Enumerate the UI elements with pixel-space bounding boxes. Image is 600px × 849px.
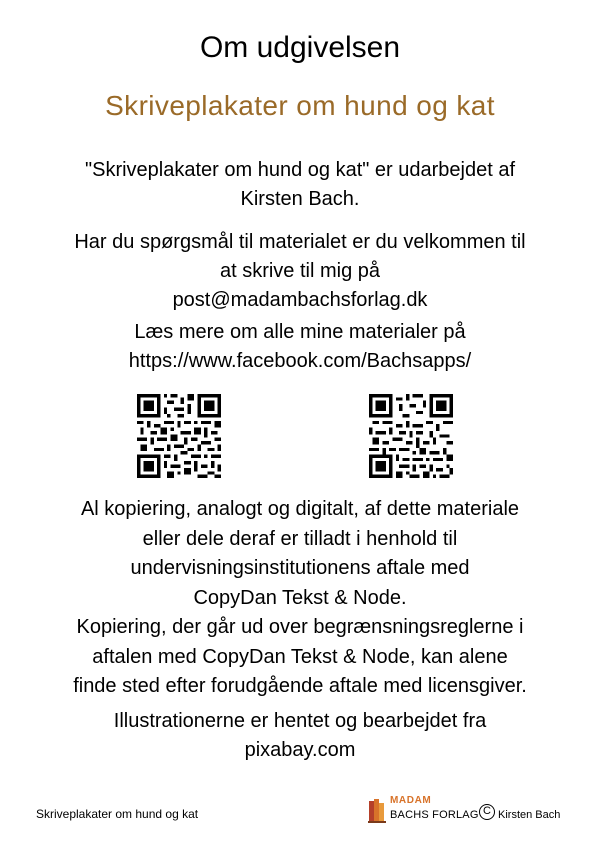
email-link[interactable]: post@madambachsforlag.dk: [172, 289, 428, 311]
publisher-logo: [368, 795, 568, 827]
copyright-line: Al kopiering, analogt og digitalt, af dette materiale: [80, 498, 520, 520]
author-name: Kirsten Bach: [498, 809, 561, 821]
illustrations-line: Illustrationerne er hentet og bearbejdet fra: [113, 710, 487, 732]
copyright-line: undervisningsinstitutionens aftale med: [130, 557, 470, 579]
pixabay-link[interactable]: pixabay.com: [244, 739, 356, 761]
logo-bachs-text: BACHS FORLAG: [390, 809, 479, 821]
illustrations-paragraph: [40, 707, 560, 765]
page-title: Om udgivelsen: [199, 31, 401, 64]
contact-paragraph: [40, 228, 560, 315]
more-info-line: Læs mere om alle mine materialer på: [134, 321, 466, 343]
copyright-icon: C: [479, 804, 495, 820]
qr-code-icon: [137, 394, 221, 478]
credit-line: Kirsten Bach.: [240, 188, 360, 210]
facebook-link[interactable]: https://www.facebook.com/Bachsapps/: [128, 350, 472, 372]
credit-paragraph: [40, 156, 560, 214]
copyright-line: Kopiering, der går ud over begrænsningsreglerne i: [76, 616, 524, 638]
book-logo-icon: [368, 797, 388, 823]
footer-title: Skriveplakater om hund og kat: [36, 807, 199, 821]
copyright-line: finde sted efter forudgående aftale med licensgiver.: [73, 675, 527, 697]
copyright-line: CopyDan Tekst & Node.: [193, 586, 407, 609]
copyright-paragraph: [40, 495, 560, 702]
poster-title: Skriveplakater om hund og kat: [105, 90, 495, 121]
credit-line: "Skriveplakater om hund og kat" er udarbejdet af: [85, 159, 515, 181]
copyright-line: aftalen med CopyDan Tekst & Node, kan alene: [92, 645, 508, 668]
contact-line: Har du spørgsmål til materialet er du velkommen til: [74, 231, 526, 253]
contact-line: at skrive til mig på: [219, 260, 381, 282]
logo-madam-text: MADAM: [390, 795, 432, 806]
more-info-paragraph: [40, 318, 560, 376]
copyright-line: eller dele deraf er tilladt i henhold til: [142, 527, 458, 550]
qr-code-icon: [369, 394, 453, 478]
